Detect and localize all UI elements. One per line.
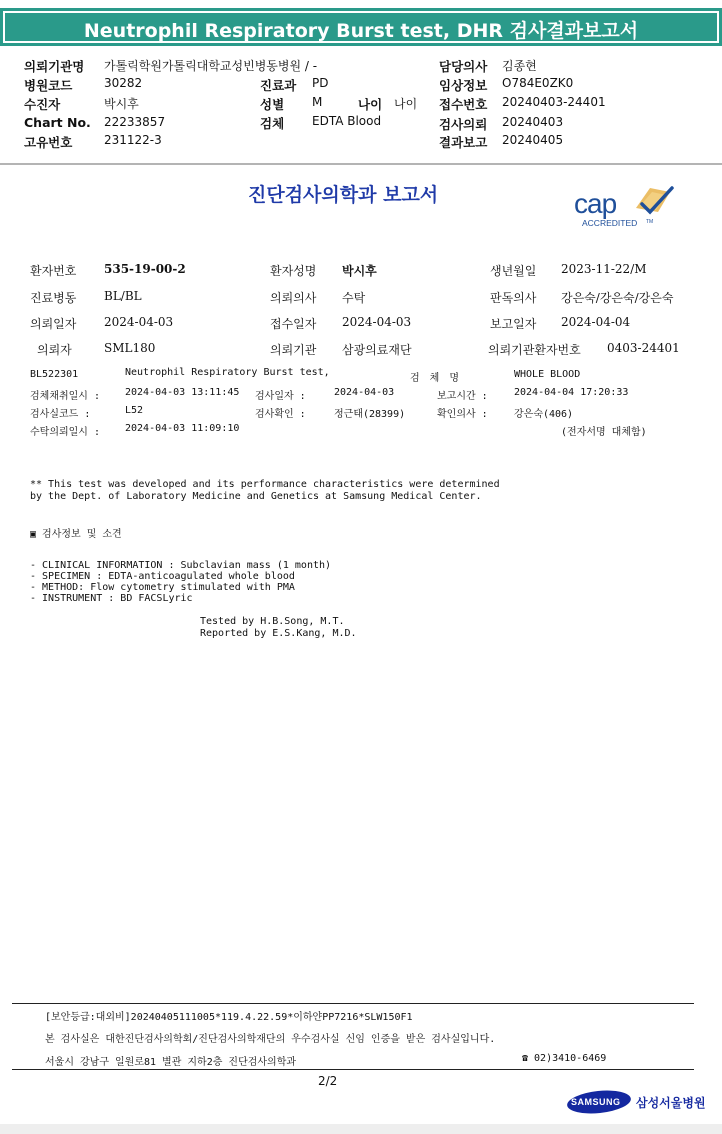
- cap-trademark: TM: [646, 219, 654, 225]
- lab-report-title: 진단검사의학과 보고서: [248, 184, 439, 206]
- report-time-value: 2024-04-04 17:20:33: [514, 387, 629, 398]
- header-label: 담당의사: [439, 59, 488, 74]
- header-label: 검사의뢰: [439, 117, 488, 132]
- header-value: 나이: [394, 97, 418, 111]
- patient-name: 박시후: [342, 264, 377, 278]
- lab-address: 서울시 강남구 일원로81 별관 지하2층 진단검사의학과: [45, 1057, 297, 1068]
- info-label: 의뢰의사: [270, 291, 317, 305]
- doctor-label: 확인의사 :: [437, 409, 488, 420]
- divider: [0, 163, 722, 165]
- info-value: 삼광의료재단: [342, 343, 412, 357]
- info-value: 0403-24401: [607, 341, 680, 355]
- confirm-value: 정근태(28399): [334, 409, 406, 420]
- request-time-value: 2024-04-03 11:09:10: [125, 423, 240, 434]
- info-label: 의뢰기관환자번호: [488, 343, 581, 357]
- header-value: PD: [312, 76, 329, 90]
- info-value: 2023-11-22/M: [561, 262, 647, 276]
- note-line: ** This test was developed and its performance characteristics were determined: [30, 479, 500, 490]
- info-value: 2024-04-03: [342, 315, 412, 329]
- info-value: 수탁: [342, 291, 366, 305]
- esign-note: (전자서명 대체함): [561, 427, 647, 438]
- header-label: 나이: [358, 97, 383, 112]
- section-title: ▣ 검사정보 및 소견: [30, 529, 122, 540]
- collect-label: 검체채취일시 :: [30, 391, 101, 402]
- lab-phone: ☎ 02)3410-6469: [522, 1053, 607, 1064]
- hospital-name: 삼성서울병원: [636, 1096, 706, 1110]
- tested-by: Tested by H.B.Song, M.T.: [200, 616, 345, 627]
- header-label: 검체: [260, 116, 285, 131]
- header-value: 231122-3: [104, 133, 162, 147]
- request-time-label: 수탁의뢰일시 :: [30, 427, 101, 438]
- info-label: 의뢰기관: [270, 343, 317, 357]
- test-date-label: 검사일자 :: [255, 391, 306, 402]
- header-label: 수진자: [24, 97, 61, 112]
- header-value: EDTA Blood: [312, 114, 382, 128]
- collect-value: 2024-04-03 13:11:45: [125, 387, 240, 398]
- info-value: BL/BL: [104, 289, 142, 303]
- header-value: O784E0ZK0: [502, 76, 574, 90]
- header-value: 30282: [104, 76, 143, 90]
- title-banner: [0, 8, 722, 46]
- header-label: 성별: [260, 97, 285, 112]
- info-label: 의뢰일자: [30, 317, 77, 331]
- header-label: 병원코드: [24, 78, 73, 93]
- test-name: Neutrophil Respiratory Burst test,: [125, 367, 330, 378]
- patient-number: 535-19-00-2: [104, 262, 186, 276]
- info-label: 판독의사: [490, 291, 537, 305]
- header-label: 임상정보: [439, 78, 488, 93]
- header-value: 20240405: [502, 133, 564, 147]
- header-value: 20240403-24401: [502, 95, 606, 109]
- info-label: 의뢰자: [37, 343, 72, 357]
- cap-text: cap: [574, 188, 617, 219]
- header-value: M: [312, 95, 323, 109]
- cap-accredited-logo: [570, 182, 680, 234]
- header-label: 의뢰기관명: [24, 59, 85, 74]
- cap-accredited-text: ACCREDITED: [582, 218, 638, 228]
- info-line: - METHOD: Flow cytometry stimulated with PMA: [30, 582, 295, 593]
- room-code-label: 검사실코드 :: [30, 409, 91, 420]
- page-number: 2/2: [318, 1074, 338, 1088]
- page-bottom-edge: [0, 1124, 722, 1134]
- specimen-value: WHOLE BLOOD: [514, 369, 581, 380]
- report-time-label: 보고시간 :: [437, 391, 488, 402]
- info-line: - INSTRUMENT : BD FACSLyric: [30, 593, 193, 604]
- info-label: 보고일자: [490, 317, 537, 331]
- info-line: - CLINICAL INFORMATION : Subclavian mass (1 month): [30, 560, 332, 571]
- samsung-hospital-logo: [566, 1090, 716, 1116]
- footer-rule-bottom: [12, 1069, 694, 1070]
- header-value: 20240403: [502, 115, 564, 129]
- header-value: 김종현: [502, 59, 537, 73]
- header-label: 접수번호: [439, 97, 488, 112]
- info-value: 강은숙/강은숙/강은숙: [561, 291, 674, 305]
- info-label: 생년월일: [490, 264, 537, 278]
- header-label: 진료과: [260, 78, 297, 93]
- certification-text: 본 검사실은 대한진단검사의학회/진단검사의학재단의 우수검사실 신임 인증을 받은 검사실입니다.: [45, 1034, 496, 1045]
- note-line: by the Dept. of Laboratory Medicine and Genetics at Samsung Medical Center.: [30, 491, 482, 502]
- footer-rule-top: [12, 1003, 694, 1004]
- reported-by: Reported by E.S.Kang, M.D.: [200, 628, 357, 639]
- report-title: Neutrophil Respiratory Burst test, DHR 검사결과보고서: [83, 20, 639, 42]
- info-value: SML180: [104, 341, 156, 355]
- info-label: 환자번호: [30, 264, 77, 278]
- specimen-label: 검 체 명: [410, 373, 462, 384]
- header-value: 22233857: [104, 115, 166, 129]
- info-value: 2024-04-04: [561, 315, 631, 329]
- doctor-value: 강은숙(406): [514, 409, 574, 420]
- header-value: 가톨릭학원가톨릭대학교성빈병동병원 / -: [104, 59, 318, 73]
- info-label: 환자성명: [270, 264, 317, 278]
- info-value: 2024-04-03: [104, 315, 174, 329]
- info-line: - SPECIMEN : EDTA-anticoagulated whole blood: [30, 571, 295, 582]
- confirm-label: 검사확인 :: [255, 409, 306, 420]
- info-label: 접수일자: [270, 317, 317, 331]
- header-value: 박시후: [104, 97, 139, 111]
- header-label: Chart No.: [24, 115, 91, 130]
- info-label: 진료병동: [30, 291, 77, 305]
- test-date-value: 2024-04-03: [334, 387, 395, 398]
- security-line: [보안등급:대외비]20240405111005*119.4.22.59*이하얀PP7216*SLW150F1: [45, 1012, 413, 1023]
- header-label: 결과보고: [439, 135, 488, 150]
- room-code-value: L52: [125, 405, 144, 416]
- samsung-wordmark: SAMSUNG: [571, 1097, 621, 1107]
- test-code: BL522301: [30, 369, 79, 380]
- header-label: 고유번호: [24, 135, 73, 150]
